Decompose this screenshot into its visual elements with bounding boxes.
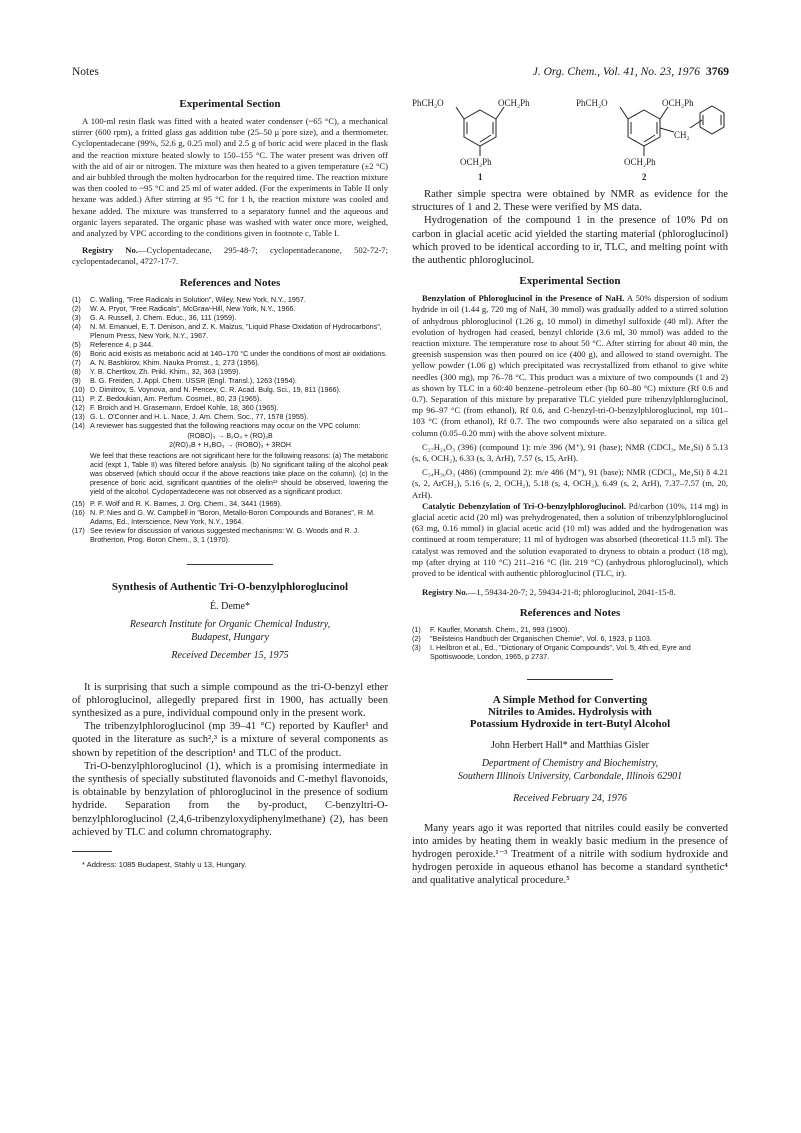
- reference-item: (1) C. Walling, "Free Radicals in Solution", Wiley, New York, N.Y., 1957.: [72, 294, 306, 304]
- reference-item: (14) A reviewer has suggested that the following reactions may occur on the VPC column:: [72, 420, 361, 430]
- reference-item: (3) I. Heilbron et al., Ed., "Dictionary of Organic Compounds", Vol. 5, 4th ed, Eyre and Spottiswoode, London, 1965, p 2737.: [412, 642, 691, 661]
- nmr-data: C₂₇H₂₄O₃ (396) (compound 1): m/e 396 (M⁺), 91 (base); NMR (CDCl₃, Me₄Si) δ 5.13 (s, 6, OCH₂), 6.33 (s, 3, ArH), 7.57 (s, 15, ArH).: [412, 441, 728, 464]
- body-paragraph: Tri-O-benzylphloroglucinol (1), which is a promising intermediate in the synthesis of specially substituted flavonoids and C-methyl flavonoids, is obtainable by benzylation of phloroglucinol in the presence of sodium hydride. Separation from the by-product, C-benzyltri-O-benzylphloroglucinol (2,4,6-tribenzyloxydiphenylmethane) (2), has been achieved by TLC and column chromatography.: [72, 760, 388, 838]
- experimental-subhead: Benzylation of Phloroglucinol in the Presence of NaH.: [422, 293, 625, 304]
- s2-number: 2: [642, 172, 647, 182]
- reference-item: (15) P. F. Wolf and R. K. Barnes, J. Org. Chem., 34, 3441 (1969).: [72, 498, 282, 508]
- reference-item: (17) See review for discussion of various suggested mechanisms: W. G. Woods and R. J. Brotherton, Prog. Boron Chem., 3, 1 (1970).: [72, 525, 360, 544]
- references-list-continued: [72, 499, 388, 544]
- references-list: [72, 295, 388, 430]
- author: É. Deme*: [210, 600, 250, 612]
- references-heading: References and Notes: [179, 276, 281, 289]
- section-label: Notes: [72, 66, 99, 78]
- journal-citation: J. Org. Chem., Vol. 41, No. 23, 1976 3769: [532, 66, 729, 78]
- right-column: [412, 92, 728, 888]
- s1-left-substituent: PhCH₂O: [412, 98, 444, 108]
- registry-numbers: Registry No.—Cyclopentadecane, 295-48-7; cyclopentadecanone, 502-72-7; cyclopentadecanol, 4727-17-7.: [72, 245, 388, 267]
- article-title-line: Nitriles to Amides. Hydrolysis with: [488, 705, 652, 718]
- reference-item: (9) B. G. Freiden, J. Appl. Chem. USSR (Engl. Transl.), 1263 (1954).: [72, 375, 297, 385]
- structures-drawing: [412, 92, 728, 184]
- reference-item: (5) Reference 4, p 344.: [72, 339, 154, 349]
- references-heading: References and Notes: [519, 606, 621, 619]
- authors: John Herbert Hall* and Matthias Gisler: [490, 739, 650, 751]
- article-title-line: Potassium Hydroxide in tert-Butyl Alcohol: [469, 717, 671, 730]
- equation-2: 2(RO)₃B + H₃BO₃ → (ROBO)₃ + 3ROH: [169, 441, 291, 449]
- reference-item: (3) G. A. Russell, J. Chem. Educ., 36, 111 (1959).: [72, 312, 237, 322]
- body-paragraph: Hydrogenation of the compound 1 in the presence of 10% Pd on carbon in glacial acetic acid yielded the starting material (phloroglucinol) which proved to be identical according to ir, TLC, and melting point with the authentic phloroglucinol.: [412, 215, 728, 267]
- experimental-heading: Experimental Section: [519, 275, 621, 288]
- reference-item: (16) N. P. Nies and G. W. Campbell in "Boron, Metallo-Boron Compounds and Boranes", R. M. Adams, Ed., Interscience, New York, N.Y., 1964.: [72, 507, 376, 526]
- equation-1: (ROBO)₃ → B₂O₃ + (RO)₃B: [187, 432, 273, 440]
- affiliation-line: Research Institute for Organic Chemical Industry,: [129, 618, 331, 630]
- received-date: Received December 15, 1975: [171, 649, 289, 661]
- experimental-paragraph: Benzylation of Phloroglucinol in the Presence of NaH. A 50% dispersion of sodium hydride in oil (1.44 g, 720 mg of NaH, 30 mmol) was gradually added to a stirred solution of anhydrous phloroglucinol (1.26 g, 10 mmol) in dimethyl sulfoxide (40 ml). After the evolution of hydrogen had ceased, benzyl chloride (3.6 ml, 30 mmol) was added to the reaction mixture. The temperature rose to about 50 °C. After stirring for about 40 min, the greenish suspension was then poured on ice (400 g), and allowed to stand overnight. The yellow powder (1.06 g) which precipitated was recrystallized from ethanol to give white needles (300 mg), mp 76–78 °C. This product was a mixture of two compounds (1 and 2) as shown by TLC in a 60:40 benzene–petroleum ether (bp 60–80 °C) mixture (Rf 0.6 and 0.7). Separation of this mixture by preparative TLC yielded pure tribenzylphloroglucinol, mp 96–97 °C (from ethanol), Rf 0.6, and C-benzyl-tri-O-benzylphloroglucinol, mp 101–103 °C (from ethanol), Rf 0.7. The two compounds were also separated on a silica gel column (0.05–0.20 mm) with the above solvent mixture.: [412, 293, 728, 438]
- s2-bottom-substituent: OCH₂Ph: [624, 157, 656, 167]
- chemical-structures: [412, 92, 728, 184]
- reference-item: (1) F. Kaufler, Monatsh. Chem., 21, 993 (1900).: [412, 624, 570, 634]
- s2-left-substituent: PhCH₂O: [576, 98, 608, 108]
- reference-item: (2) "Beilsteins Handbuch der Organischen Chemie", Vol. 6, 1923, p 1103.: [412, 633, 652, 643]
- body-paragraph: Rather simple spectra were obtained by NMR as evidence for the structures of 1 and 2. These were verified by MS data.: [412, 189, 728, 214]
- reference-item: (13) G. L. O'Conner and H. L. Nace, J. Am. Chem. Soc., 77, 1578 (1955).: [72, 411, 309, 421]
- running-header: [72, 66, 729, 82]
- reference-14-note: We feel that these reactions are not significant here for the following reasons: (a) The metaboric acid (expt 1, Table II) was filtered before analysis. (b) No significant tailing of the alcohol peak was observed (which should occur if the above reactions take place on the column). (c) In the presence of boric acid, significant quantities of the olefin¹³ should be observed, lowering the yield of the alcohol. Cyclopentadecene was not observed as a significant product.: [90, 452, 388, 496]
- page-number: 3769: [706, 66, 729, 78]
- received-date: Received February 24, 1976: [513, 792, 627, 804]
- structure-1: [456, 107, 504, 156]
- body-paragraph: It is surprising that such a simple compound as the tri-O-benzyl ether of phloroglucinol, allegedly prepared first in 1900, has actually been synthesized as a pure, individual compound only in the present work.: [72, 681, 388, 720]
- s1-right-substituent: OCH₂Ph: [498, 98, 530, 108]
- divider: [187, 564, 273, 565]
- affiliation-line: Budapest, Hungary: [191, 631, 269, 643]
- divider: [527, 679, 613, 680]
- reference-14-detail: [72, 432, 388, 497]
- body-paragraph: Many years ago it was reported that nitriles could easily be converted into amides by heating them in weakly basic medium in the presence of hydrogen peroxide.¹⁻³ Treatment of a nitrile with sodium hydroxide and hydrogen peroxide in aqueous ethanol has become a standard synthetic⁴ and qualitative analytical procedure.⁵: [412, 822, 728, 887]
- nmr-data: C₃₄H₃₀O₃ (486) (cmmpound 2): m/e 486 (M⁺), 91 (base); NMR (CDCl₃, Me₄Si) δ 4.21 (s, 2, ArCH₂), 5.16 (s, 2, OCH₂), 5.18 (s, 4, OCH₂), 6.49 (s, 2, ArH), 7.37–7.57 (m, 20, ArH).: [412, 467, 728, 500]
- reference-item: (10) D. Dimitrov, S. Voynova, and N. Pencev, C. R. Acad. Bulg. Sci., 19, 811 (1966).: [72, 384, 341, 394]
- s2-ch2-label: CH₂: [674, 130, 690, 140]
- reference-item: (11) P. Z. Bedoukian, Am. Perfum. Cosmet., 80, 23 (1965).: [72, 393, 262, 403]
- s2-right-substituent: OCH₂Ph: [662, 98, 694, 108]
- reference-item: (6) Boric acid exists as metaboric acid at 140–170 °C under the conditions of most air oxidations.: [72, 348, 387, 358]
- article-title: Synthesis of Authentic Tri-O-benzylphloroglucinol: [111, 580, 349, 593]
- reference-item: (12) F. Broich and H. Grasemann, Erdoel Kohle, 18, 360 (1965).: [72, 402, 279, 412]
- body-paragraph: The tribenzylphloroglucinol (mp 39–41 °C) reported by Kaufler¹ and quoted in the literature as such²,³ is a mixture of several components as shown by repetition of the description¹ and TLC of the product.: [72, 721, 388, 759]
- references-list: [412, 625, 728, 661]
- reference-item: (7) A. N. Bashkirov, Khim. Nauka Promst., 1, 273 (1956).: [72, 357, 260, 367]
- reference-item: (4) N. M. Emanuel, E. T. Denison, and Z. K. Maizus, "Liquid Phase Oxidation of Hydrocarbons", Plenum Press, New York, N.Y., 1967.: [72, 321, 382, 340]
- article-title-line: A Simple Method for Converting: [492, 693, 648, 706]
- footnote-rule: [72, 851, 112, 852]
- reference-item: (2) W. A. Pryor, "Free Radicals", McGraw-Hill, New York, N.Y., 1966.: [72, 303, 296, 313]
- experimental-text: A 100-ml resin flask was fitted with a heated water condenser (~65 °C), a mechanical stirrer (600 rpm), a fritted glass gas addition tube (25–50 μ pore size), and a thermometer. Cyclopentadecane (99%, 52.6 g, 0.25 mol) and 2.5 g of boric acid were placed in the flask and the reaction mixture heated slowly to 150–155 °C. The water present was driven off with the aid of air or nitrogen. The mixture was then heated to a given temperature (±2 °C) and air bubbled through the molten hydrocarbon for the required time. The reaction mixture was then cooled to ~95 °C and 25 ml of water added. (For the experiments in Table II only hexane was added.) After stirring at 95 °C for 1 h, the reaction mixture was cooled and hexane added. The mixture was transferred to a separatory funnel and the aqueous and organic layers separated. The organic phase was washed with water once more, weighed, and analyzed by VPC according to the conditions given in footnote c, Table I.: [72, 116, 388, 239]
- experimental-subhead: Catalytic Debenzylation of Tri-O-benzylphloroglucinol.: [422, 500, 626, 511]
- footnote: * Address: 1085 Budapest, Stahly u 13, Hungary.: [82, 860, 247, 870]
- reference-item: (8) Y. B. Chertkov, Zh. Prikl. Khim., 32, 363 (1959).: [72, 366, 241, 376]
- structure-2: [620, 106, 724, 156]
- affiliation-line: Department of Chemistry and Biochemistry,: [481, 757, 659, 769]
- experimental-heading: Experimental Section: [179, 98, 281, 110]
- registry-numbers: Registry No.—1, 59434-20-7; 2, 59434-21-8; phloroglucinol, 2041-15-8.: [422, 587, 676, 598]
- s1-bottom-substituent: OCH₂Ph: [460, 157, 492, 167]
- affiliation-line: Southern Illinois University, Carbondale, Illinois 62901: [457, 770, 683, 782]
- s1-number: 1: [478, 172, 483, 182]
- left-column: [72, 96, 388, 869]
- experimental-paragraph: Catalytic Debenzylation of Tri-O-benzylphloroglucinol. Pd/carbon (10%, 114 mg) in glacial acetic acid (20 ml) was prehydrogenated, then a solution of tribenzylphloroglucinol (63 mg, 0.16 mmol) in glacial acetic acid (10 ml) was added and the hydrogenation was continued at room temperature; 11 ml of hydrogen was absorbed (theoretical 11.5 ml). The catalyst was removed and the solution evaporated to dryness to obtain a product (18 mg), mp (after drying at 110 °C) 211–216 °C (lit. 219 °C) (anhydrous phloroglucinol), which proved to be identical with authentic phloroglucinol (TLC, ir).: [412, 500, 728, 579]
